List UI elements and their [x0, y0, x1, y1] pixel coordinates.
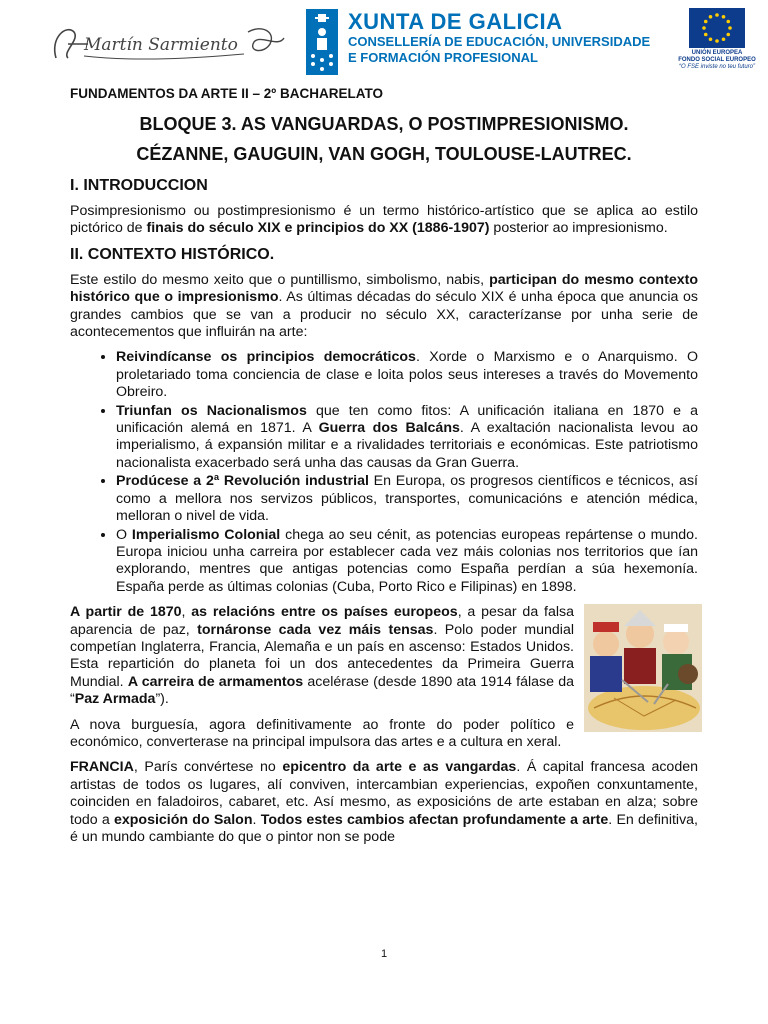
eu-logo-block — [668, 8, 766, 71]
eu-star-icon — [709, 15, 713, 19]
eu-star-icon — [704, 20, 708, 24]
eu-star-icon — [702, 26, 706, 30]
eu-slogan: “O FSE inviste no teu futuro” — [678, 64, 756, 70]
course-title: FUNDAMENTOS DA ARTE II – 2º BACHARELATO — [70, 86, 383, 101]
eu-star-icon — [726, 20, 730, 24]
artists-title: CÉZANNE, GAUGUIN, VAN GOGH, TOULOUSE-LAUTREC. — [136, 144, 632, 164]
eu-star-icon — [715, 39, 719, 43]
xunta-logo-text — [348, 10, 650, 66]
list-item: • Reivindícanse os principios democráticos. Xorde o Marxismo e o Anarquismo. O proletariado toma conciencia de clase e loita polos seus intereses a través do Movemento Obreiro. — [116, 349, 698, 401]
eu-star-icon — [722, 15, 726, 19]
eu-star-icon — [709, 37, 713, 41]
eu-fund-label: FONDO SOCIAL EUROPEO — [678, 57, 756, 63]
eu-star-icon — [726, 33, 730, 37]
intro-paragraph: Posimpresionismo ou postimpresionismo é un termo histórico-artístico que se aplica ao estilo pictórico de finais do século XIX e principios do XX (1886-1907) posterior ao impresionismo. — [70, 203, 698, 237]
xunta-subtitle-1: CONSELLERÍA DE EDUCACIÓN, UNIVERSIDADE — [348, 34, 651, 49]
xunta-title: XUNTA DE GALICIA — [348, 9, 563, 34]
bourgeoisie-paragraph: A nova burguesía, agora definitivamente ao fronte do poder político e económico, converterase na principal impulsora das artes e a cultura en xeral. — [70, 716, 574, 750]
martin-sarmiento-signature-logo — [48, 18, 288, 66]
document-body — [70, 86, 698, 854]
page-number: 1 — [380, 948, 388, 960]
list-item: • Triunfan os Nacionalismos que ten como fitos: A unificación italiana en 1870 e a unificación alemá en 1871. A Guerra dos Balcáns. A exaltación nacionalista levou ao imperialismo, á expansión militar e a rivalidades territoriais e económicas. Este patriotismo nacionalista exacerbado será unha das causas da Gran Guerra. — [116, 403, 698, 473]
xunta-de-galicia-emblem — [305, 8, 339, 76]
eu-flag-icon — [689, 8, 745, 48]
svg-text:Martín Sarmiento: Martín Sarmiento — [84, 35, 238, 55]
list-item: • Prodúcese a 2ª Revolución industrial En Europa, os progresos científicos e técnicos, así como a mellora nos servizos públicos, transportes, comunicacións e atención médica, melloran o nivel de vida. — [116, 473, 698, 525]
paragraph-1870: A partir de 1870, as relacións entre os países europeos, a pesar da falsa aparencia de paz, tornáronse cada vez máis tensas. Polo poder mundial competían Inglaterra, Francia, Alemaña e un país en ascenso: Estados Unidos. Esta repartición do planeta foi un dos antecedentes da Primeira Guerra Mundial. A carreira de armamentos acelérase (desde 1890 ata 1914 fálase da “Paz Armada”). — [70, 604, 574, 708]
page-header — [0, 0, 768, 84]
eu-union-label: UNIÓN EUROPEA — [691, 50, 743, 56]
section-context-heading: II. CONTEXTO HISTÓRICO. — [70, 245, 275, 263]
xunta-subtitle-2: E FORMACIÓN PROFESIONAL — [348, 50, 538, 65]
eu-star-icon — [715, 13, 719, 17]
eu-star-icon — [704, 33, 708, 37]
context-paragraph: Este estilo do mesmo xeito que o puntillismo, simbolismo, nabis, participan do mesmo contexto histórico que o impresionismo. As últimas décadas do século XIX é unha época que anuncia os grandes cambios que se van a producir no século XX, caracterízanse por unha serie de acontecementos que influirán na arte: — [70, 271, 698, 341]
colonial-caricature-illustration — [584, 604, 702, 732]
eu-star-icon — [722, 37, 726, 41]
section-introduction-heading: I. INTRODUCCION — [70, 177, 208, 194]
france-paragraph: FRANCIA, París convértese no epicentro da arte e as vangardas. Á capital francesa acoden artistas de todos os lugares, alí conviven, intercambian experiencias, expoñen conxuntamente, coinciden en faladoiros, cabaret, etc. Así mesmo, as exposicións de arte estaban en alza; sobre todo a exposición do Salon. Todos estes cambios afectan profundamente a arte. En definitiva, é un mundo cambiante do que o pintor non se pode — [70, 759, 698, 845]
eu-star-icon — [728, 26, 732, 30]
list-item: • O Imperialismo Colonial chega ao seu cénit, as potencias europeas repártense o mundo. Europa iniciou unha carreira por establecer cada vez máis colonias nos territorios que ían explorando, mentres que antigas potencias como España perdían a súa hexemonía. España perde as últimas colonias (Cuba, Porto Rico e Filipinas) en 1898. — [116, 527, 698, 597]
bloque-title: BLOQUE 3. AS VANGUARDAS, O POSTIMPRESIONISMO. — [139, 114, 629, 134]
context-bullet-list — [70, 349, 698, 596]
